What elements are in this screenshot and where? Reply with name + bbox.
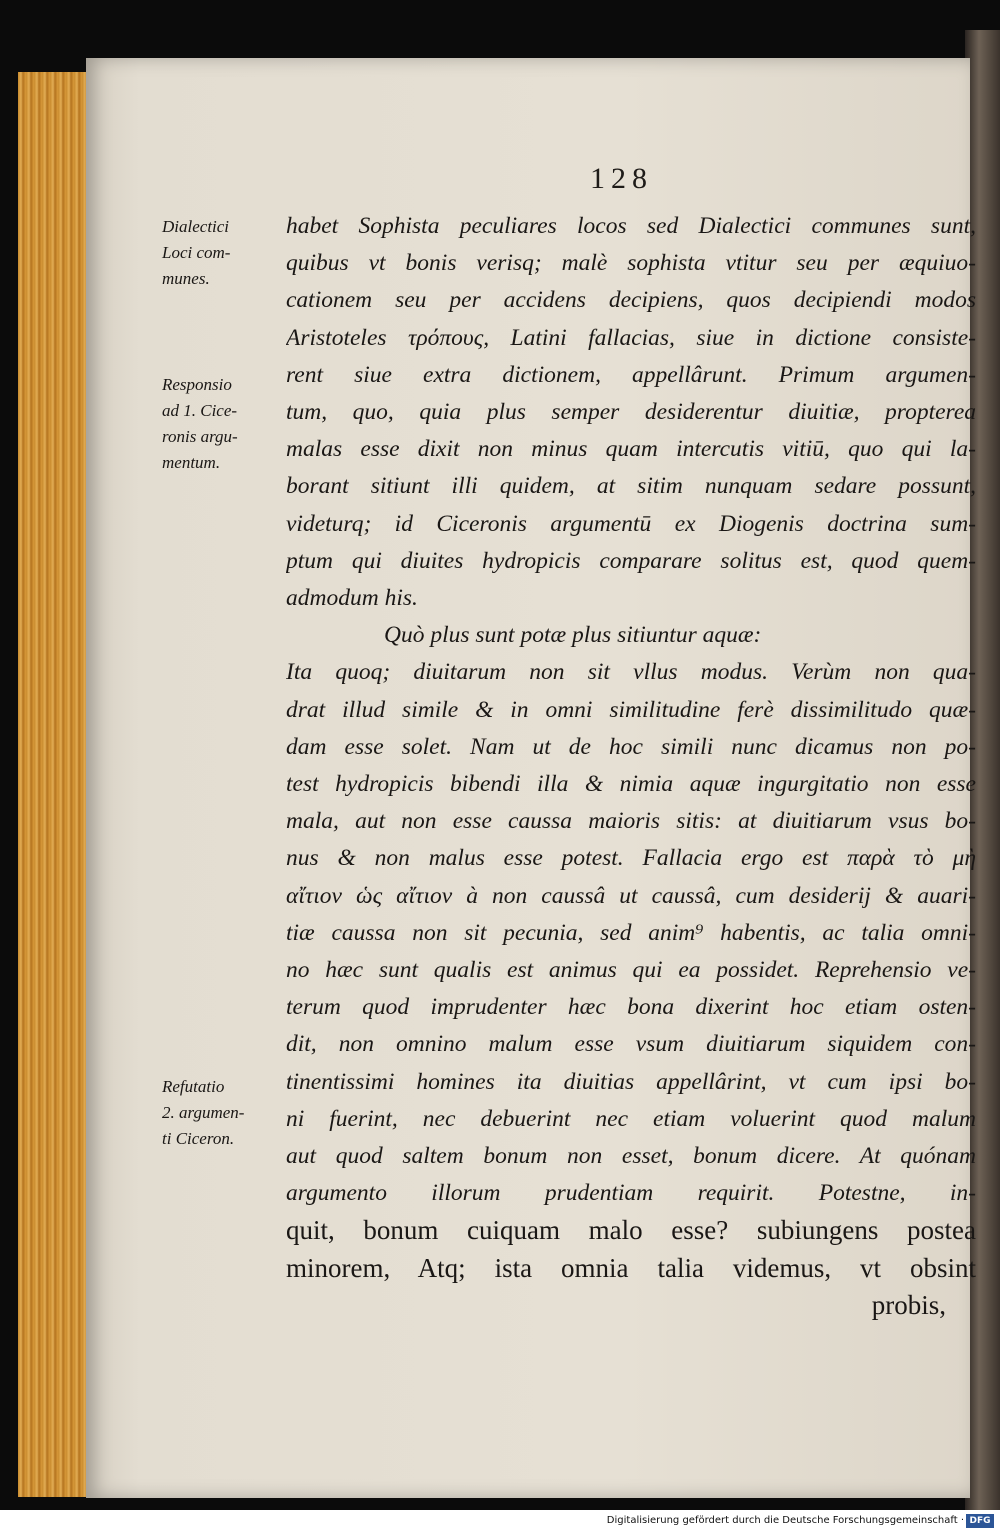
marginal-line: mentum. (162, 453, 221, 472)
text-line: drat illud simile & in omni similitudine ferè dissimilitudo quæ- (286, 696, 976, 723)
text-line: ptum qui diuites hydropicis comparare solitus est, quod quem- (286, 547, 976, 574)
page-number: 128 (590, 162, 653, 195)
marginal-line: ronis argu- (162, 427, 238, 446)
text-line: mala, aut non esse caussa maioris sitis: at diuitiarum vsus bo- (286, 808, 976, 835)
text-line: tiæ caussa non sit pecunia, sed anim⁹ habentis, ac talia omni- (286, 919, 976, 946)
marginal-note-dialectici (162, 214, 274, 292)
text-line: test hydropicis bibendi illa & nimia aquæ ingurgitatio non esse (286, 771, 976, 798)
text-line: nus & non malus esse potest. Fallacia ergo est παρὰ τὸ μὴ (286, 845, 976, 872)
text-line: tum, quo, quia plus semper desiderentur diuitiæ, propterea (286, 399, 976, 426)
funding-notice: Digitalisierung gefördert durch die Deutsche Forschungsgemeinschaft · (606, 1515, 964, 1526)
text-line: αἴτιον ὡς αἴτιον à non caussâ ut caussâ, cum desiderij & auari- (286, 882, 976, 909)
text-line: cationem seu per accidens decipiens, quos decipiendi modos (286, 287, 976, 314)
text-line: quibus vt bonis verisq; malè sophista vtitur seu per æquiuo- (286, 250, 976, 277)
text-line: no hæc sunt qualis est animus qui ea possidet. Reprehensio ve- (286, 957, 976, 984)
dfg-logo: DFG (966, 1514, 994, 1528)
catchword: probis, (871, 1289, 946, 1320)
text-line: borant sitiunt illi quidem, at sitim nunquam sedare possunt, (286, 473, 976, 500)
marginal-note-refutatio (162, 1074, 274, 1152)
marginal-line: Refutatio (162, 1077, 225, 1096)
text-line: tinentissimi homines ita diuitias appellârint, vt cum ipsi bo- (286, 1068, 976, 1095)
marginal-line: ad 1. Cice- (162, 401, 238, 420)
text-line: admodum his. (286, 585, 418, 612)
text-line: dam esse solet. Nam ut de hoc simili nunc dicamus non po- (286, 733, 976, 760)
text-line: Aristoteles τρόπους, Latini fallacias, siue in dictione consiste- (286, 324, 976, 351)
marginal-line: Dialectici (162, 217, 230, 236)
marginal-line: 2. argumen- (162, 1103, 245, 1122)
marginal-line: Responsio (162, 375, 232, 394)
text-line: argumento illorum prudentiam requirit. Potestne, in- (286, 1180, 976, 1207)
text-line: minorem, Atq; ista omnia talia videmus, vt obsint (286, 1252, 976, 1283)
text-line: rent siue extra dictionem, appellârunt. Primum argumen- (286, 361, 976, 388)
text-line: terum quod imprudenter hæc bona dixerint hoc etiam osten- (286, 994, 976, 1021)
text-line: habet Sophista peculiares locos sed Dialectici communes sunt, (286, 213, 976, 239)
text-line: videturq; id Ciceronis argumentū ex Diogenis doctrina sum- (286, 510, 976, 537)
marginal-line: munes. (162, 269, 210, 288)
text-line: aut quod saltem bonum non esset, bonum dicere. At quónam (286, 1143, 976, 1170)
verse-line: Quò plus sunt potæ plus sitiuntur aquæ: (384, 622, 762, 649)
marginal-line: Loci com- (162, 243, 231, 262)
page-edges (18, 72, 92, 1497)
marginal-line: ti Ciceron. (162, 1129, 235, 1148)
main-text (286, 208, 976, 1324)
text-line: quit, bonum cuiquam malo esse? subiungens postea (286, 1215, 976, 1246)
text-line: malas esse dixit non minus quam intercutis vitiū, quo qui la- (286, 436, 976, 463)
marginal-note-responsio (162, 372, 274, 476)
digitization-footer (0, 1510, 1000, 1532)
text-line: ni fuerint, nec debuerint nec etiam voluerint quod malum (286, 1105, 976, 1132)
text-line: dit, non omnino malum esse vsum diuitiarum siquidem con- (286, 1031, 976, 1058)
text-line: Ita quoq; diuitarum non sit vllus modus. Verùm non qua- (286, 659, 976, 686)
